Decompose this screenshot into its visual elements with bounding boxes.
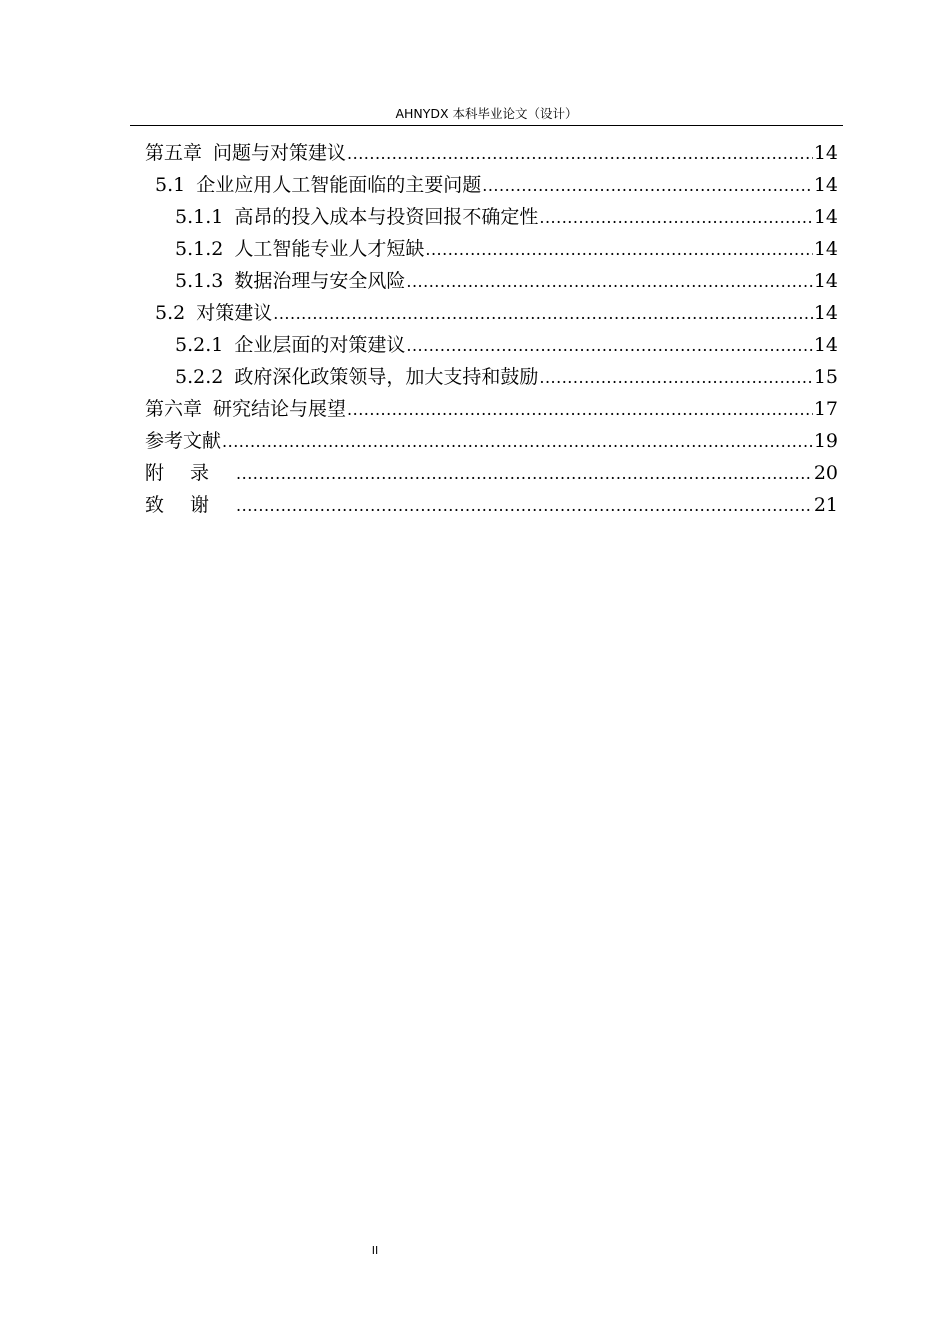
toc-number: 5.1.2	[175, 238, 224, 260]
toc-entry-chapter-6[interactable]	[145, 393, 838, 425]
toc-dot-leader	[482, 170, 813, 202]
toc-title: 企业应用人工智能面临的主要问题	[196, 174, 482, 196]
toc-page-number: 17	[813, 398, 838, 420]
toc-dot-leader	[406, 330, 812, 362]
toc-title: 政府深化政策领导，加大支持和鼓励	[234, 366, 539, 388]
toc-dot-leader	[236, 490, 813, 522]
toc-dot-leader	[222, 426, 813, 458]
toc-title: 企业层面的对策建议	[234, 334, 406, 356]
toc-entry-5-1-2[interactable]	[145, 233, 838, 265]
toc-title: 问题与对策建议	[213, 142, 347, 164]
toc-entry-chapter-5[interactable]	[145, 137, 838, 169]
toc-page-number: 19	[813, 430, 838, 452]
toc-dot-leader	[425, 234, 812, 266]
toc-number: 5.2	[155, 302, 186, 324]
toc-entry-references[interactable]	[145, 425, 838, 457]
toc-number: 5.2.2	[175, 366, 224, 388]
toc-dot-leader	[539, 362, 812, 394]
toc-number: 5.2.1	[175, 334, 224, 356]
toc-entry-5-2-1[interactable]	[145, 329, 838, 361]
toc-entry-acknowledgements[interactable]	[145, 489, 838, 521]
toc-dot-leader	[347, 138, 813, 170]
toc-title: 数据治理与安全风险	[234, 270, 406, 292]
toc-entry-5-1-3[interactable]	[145, 265, 838, 297]
toc-title: 参考文献	[145, 430, 222, 452]
toc-page-number: 20	[813, 462, 838, 484]
page-number-footer: II	[371, 1244, 379, 1257]
table-of-contents	[145, 137, 838, 521]
toc-number: 第六章	[145, 398, 203, 420]
toc-title: 对策建议	[196, 302, 273, 324]
toc-title: 研究结论与展望	[213, 398, 347, 420]
page-header: AHNYDX 本科毕业论文（设计）	[395, 106, 578, 121]
toc-number: 第五章	[145, 142, 203, 164]
toc-entry-5-2-2[interactable]	[145, 361, 838, 393]
toc-entry-5-2[interactable]	[145, 297, 838, 329]
toc-dot-leader	[347, 394, 813, 426]
toc-title: 高昂的投入成本与投资回报不确定性	[234, 206, 539, 228]
header-rule	[130, 125, 843, 126]
toc-number: 5.1	[155, 174, 186, 196]
toc-title: 人工智能专业人才短缺	[234, 238, 425, 260]
toc-page-number: 14	[813, 238, 838, 260]
toc-page-number: 14	[813, 206, 838, 228]
toc-page-number: 14	[813, 174, 838, 196]
toc-title: 附录	[145, 462, 236, 484]
toc-title: 致谢	[145, 494, 236, 516]
toc-entry-5-1[interactable]	[145, 169, 838, 201]
toc-entry-appendix[interactable]	[145, 457, 838, 489]
toc-page-number: 15	[813, 366, 838, 388]
toc-page-number: 14	[813, 302, 838, 324]
toc-dot-leader	[273, 298, 813, 330]
toc-page-number: 14	[813, 142, 838, 164]
toc-dot-leader	[236, 458, 813, 490]
toc-number: 5.1.1	[175, 206, 224, 228]
toc-dot-leader	[406, 266, 812, 298]
toc-dot-leader	[539, 202, 812, 234]
toc-page-number: 21	[813, 494, 838, 516]
toc-page-number: 14	[813, 270, 838, 292]
toc-page-number: 14	[813, 334, 838, 356]
toc-number: 5.1.3	[175, 270, 224, 292]
toc-entry-5-1-1[interactable]	[145, 201, 838, 233]
